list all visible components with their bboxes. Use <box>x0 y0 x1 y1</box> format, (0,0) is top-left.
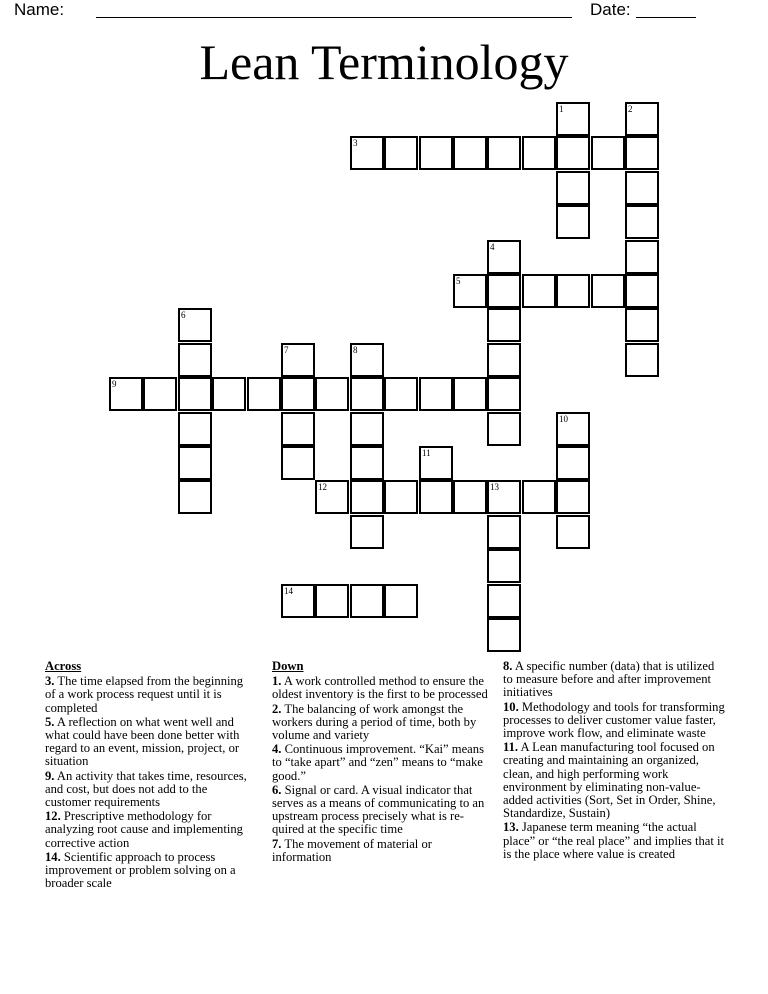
grid-cell[interactable] <box>487 377 521 411</box>
clue-number: 10 <box>559 414 568 424</box>
grid-cell[interactable] <box>350 136 384 170</box>
grid-cell[interactable] <box>625 205 659 239</box>
clue-item-text: A work controlled method to ensure the oldest inventory is the first to be processed <box>272 674 488 702</box>
clue-item-text: Signal or card. A visual indicator that serves as a means of communicating to an upstream process precisely what is re-quired at the specific time <box>272 782 485 837</box>
grid-cell[interactable] <box>487 515 521 549</box>
grid-cell[interactable] <box>556 274 590 308</box>
clue-item-number: 14. <box>45 849 61 864</box>
clue-item-number: 12. <box>45 809 61 824</box>
clue-item <box>272 703 490 743</box>
clue-item <box>272 675 490 701</box>
grid-cell[interactable] <box>625 240 659 274</box>
clue-item-number: 10. <box>503 699 519 714</box>
grid-cell[interactable] <box>315 480 349 514</box>
clue-item-number: 13. <box>503 820 519 835</box>
grid-cell[interactable] <box>556 480 590 514</box>
clue-item <box>503 701 725 741</box>
grid-cell[interactable] <box>487 308 521 342</box>
down-heading: Down <box>272 659 304 673</box>
grid-cell[interactable] <box>143 377 177 411</box>
clue-item <box>272 784 490 837</box>
clue-number: 4 <box>490 242 495 252</box>
grid-cell[interactable] <box>591 274 625 308</box>
grid-cell[interactable] <box>522 480 556 514</box>
date-label: Date: <box>590 0 631 19</box>
clue-item-number: 9. <box>45 768 55 783</box>
clue-item <box>272 743 490 783</box>
grid-cell[interactable] <box>212 377 246 411</box>
grid-cell[interactable] <box>487 480 521 514</box>
grid-cell[interactable] <box>384 377 418 411</box>
grid-cell[interactable] <box>350 377 384 411</box>
grid-cell[interactable] <box>384 480 418 514</box>
clues-across <box>45 660 255 891</box>
clue-item <box>45 851 255 891</box>
grid-cell[interactable] <box>556 515 590 549</box>
grid-cell[interactable] <box>178 446 212 480</box>
clue-item-number: 5. <box>45 714 55 729</box>
clue-item-text: The time elapsed from the beginning of a work process request until it is completed <box>45 674 244 715</box>
grid-cell[interactable] <box>487 274 521 308</box>
clue-item-text: The balancing of work amongst the workers during a period of time, both by volume and variety <box>272 701 477 743</box>
clue-item-number: 8. <box>503 659 513 673</box>
clue-item-number: 3. <box>45 674 55 689</box>
grid-cell[interactable] <box>350 480 384 514</box>
grid-cell[interactable] <box>178 343 212 377</box>
clue-item <box>45 716 255 769</box>
clue-item-text: Japanese term meaning “the actual place” or “the real place” and implies that it is the place where value is created <box>503 820 724 861</box>
grid-cell[interactable] <box>591 136 625 170</box>
grid-cell[interactable] <box>419 377 453 411</box>
grid-cell[interactable] <box>315 584 349 618</box>
grid-cell[interactable] <box>350 446 384 480</box>
clue-item-text: Continuous improvement. “Kai” means to “take apart” and “zen” means to “make good.” <box>272 742 484 783</box>
grid-cell[interactable] <box>384 584 418 618</box>
clue-number: 3 <box>353 138 358 148</box>
clue-number: 8 <box>353 345 358 355</box>
grid-cell[interactable] <box>487 549 521 583</box>
clue-number: 12 <box>318 482 327 492</box>
grid-cell[interactable] <box>556 412 590 446</box>
clue-item-text: A reflection on what went well and what could have been done better with regard to an event, mission, project, or situation <box>45 714 240 769</box>
grid-cell[interactable] <box>556 102 590 136</box>
clue-item-number: 6. <box>272 782 282 797</box>
clue-item <box>45 770 255 810</box>
grid-cell[interactable] <box>487 584 521 618</box>
grid-cell[interactable] <box>487 240 521 274</box>
grid-cell[interactable] <box>556 446 590 480</box>
grid-cell[interactable] <box>350 343 384 377</box>
grid-cell[interactable] <box>487 136 521 170</box>
name-label: Name: <box>14 0 65 19</box>
grid-cell[interactable] <box>487 343 521 377</box>
grid-cell[interactable] <box>281 377 315 411</box>
clue-number: 9 <box>112 379 117 389</box>
grid-cell[interactable] <box>625 343 659 377</box>
grid-cell[interactable] <box>556 171 590 205</box>
clue-item <box>45 675 255 715</box>
clue-item-number: 7. <box>272 836 282 851</box>
grid-cell[interactable] <box>247 377 281 411</box>
clues-down-continued <box>503 660 725 862</box>
grid-cell[interactable] <box>625 102 659 136</box>
clue-number: 7 <box>284 345 289 355</box>
clue-item <box>45 810 255 850</box>
clue-item-number: 1. <box>272 674 282 689</box>
clue-item <box>503 821 725 861</box>
grid-cell[interactable] <box>281 412 315 446</box>
clue-item-text: Methodology and tools for transforming processes to deliver customer value faster, improve work flow, and eliminate waste <box>503 699 725 741</box>
clue-item-text: Prescriptive methodology for analyzing root cause and implementing corrective action <box>45 809 243 850</box>
grid-cell[interactable] <box>487 412 521 446</box>
clue-item-number: 4. <box>272 742 282 757</box>
clue-item-number: 2. <box>272 701 282 716</box>
page-title: Lean Terminology <box>199 34 569 90</box>
grid-cell[interactable] <box>625 308 659 342</box>
clue-number: 13 <box>490 482 499 492</box>
grid-cell[interactable] <box>453 136 487 170</box>
clue-number: 14 <box>284 586 293 596</box>
grid-cell[interactable] <box>419 446 453 480</box>
grid-cell[interactable] <box>522 274 556 308</box>
clue-item-text: An activity that takes time, resources, and cost, but does not add to the customer requirements <box>45 768 247 810</box>
grid-cell[interactable] <box>522 136 556 170</box>
clue-item-number: 11. <box>503 740 519 755</box>
clue-number: 5 <box>456 276 461 286</box>
grid-cell[interactable] <box>178 308 212 342</box>
grid-cell[interactable] <box>178 412 212 446</box>
clue-number: 1 <box>559 104 564 114</box>
grid-cell[interactable] <box>350 584 384 618</box>
grid-cell[interactable] <box>109 377 143 411</box>
grid-cell[interactable] <box>419 480 453 514</box>
grid-cell[interactable] <box>487 618 521 652</box>
grid-cell[interactable] <box>625 171 659 205</box>
grid-cell[interactable] <box>453 274 487 308</box>
clue-item-text: A specific number (data) that is utilized to measure before and after improvement initiatives <box>503 659 715 700</box>
grid-cell[interactable] <box>178 377 212 411</box>
clues-down <box>272 660 490 865</box>
grid-cell[interactable] <box>625 274 659 308</box>
grid-cell[interactable] <box>281 446 315 480</box>
clue-number: 2 <box>628 104 633 114</box>
grid-cell[interactable] <box>315 377 349 411</box>
grid-cell[interactable] <box>556 136 590 170</box>
clue-item-text: The movement of material or information <box>272 836 432 864</box>
grid-cell[interactable] <box>281 343 315 377</box>
grid-cell[interactable] <box>350 412 384 446</box>
clue-item <box>503 741 725 820</box>
grid-cell[interactable] <box>625 136 659 170</box>
clue-number: 11 <box>422 448 431 458</box>
across-heading: Across <box>45 659 82 673</box>
clue-item <box>272 838 490 864</box>
grid-cell[interactable] <box>453 377 487 411</box>
grid-cell[interactable] <box>384 136 418 170</box>
clue-number: 6 <box>181 310 186 320</box>
grid-cell[interactable] <box>350 515 384 549</box>
grid-cell[interactable] <box>556 205 590 239</box>
clue-item-text: A Lean manufacturing tool focused on creating and maintaining an organized, clean, and high performing work environment by eliminating non-value-added activities (Sort, Set in Order, Shine, Standardize, Sustain) <box>503 740 716 821</box>
grid-cell[interactable] <box>453 480 487 514</box>
grid-cell[interactable] <box>281 584 315 618</box>
clue-item <box>503 660 725 700</box>
grid-cell[interactable] <box>419 136 453 170</box>
grid-cell[interactable] <box>178 480 212 514</box>
clue-item-text: Scientific approach to process improvement or problem solving on a broader scale <box>45 849 236 891</box>
